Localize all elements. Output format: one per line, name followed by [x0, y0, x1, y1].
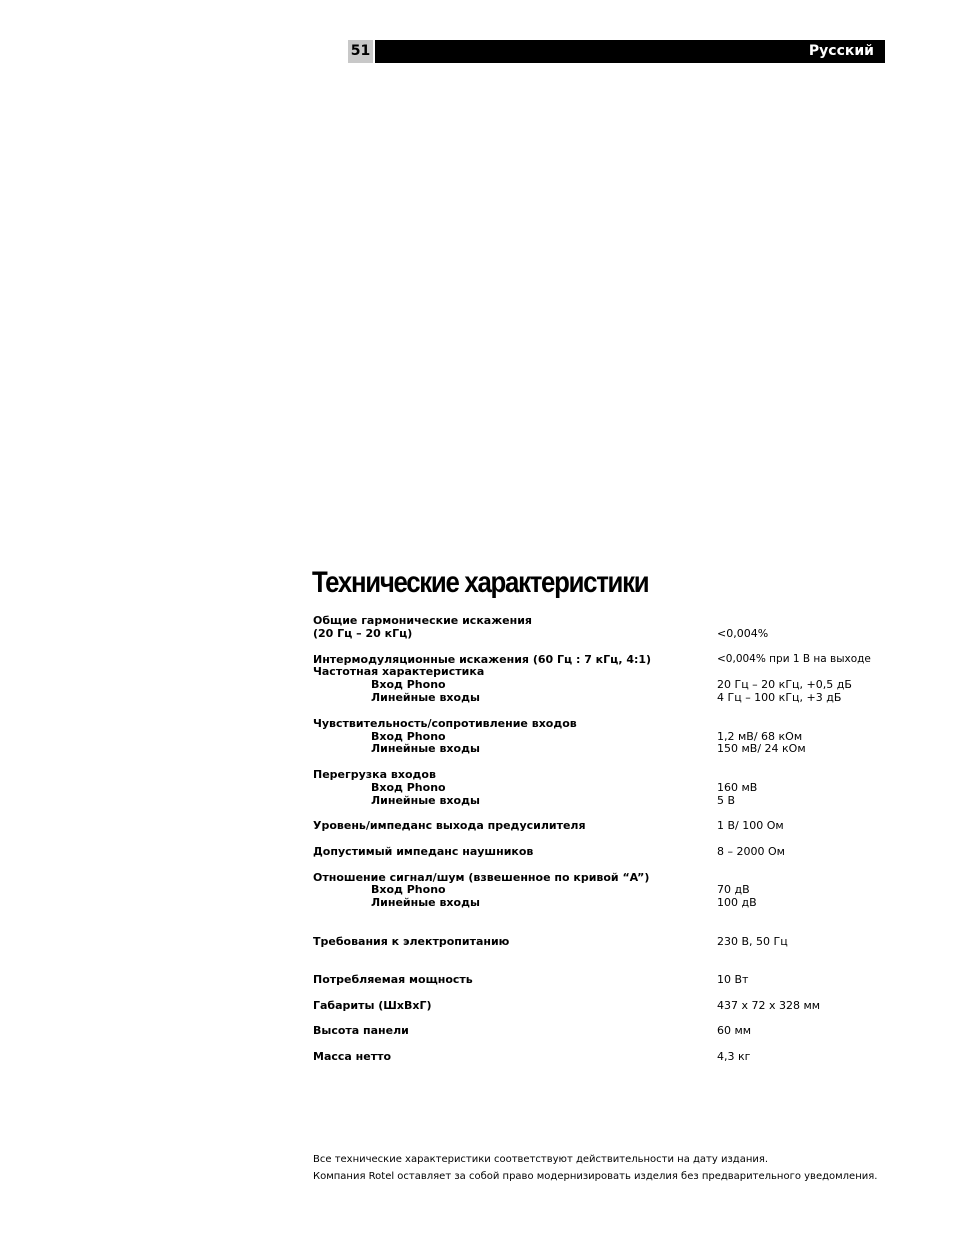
spec-freq-phono-value: 20 Гц – 20 кГц, +0,5 дБ — [717, 678, 852, 691]
spec-sens-line-value: 150 мВ/ 24 кОм — [717, 742, 806, 755]
spec-overload-label: Перегрузка входов — [313, 768, 436, 781]
spec-headphone-label: Допустимый импеданс наушников — [313, 845, 534, 858]
spec-sens-phono-label: Вход Phono — [371, 730, 446, 743]
spec-overload-line-value: 5 В — [717, 794, 736, 807]
spec-dimensions-label: Габариты (ШхВхГ) — [313, 999, 432, 1012]
spec-freq-phono-label: Вход Phono — [371, 678, 446, 691]
spec-overload-phono-label: Вход Phono — [371, 781, 446, 794]
spec-panel-height-label: Высота панели — [313, 1024, 409, 1037]
spec-sens-line-label: Линейные входы — [371, 742, 480, 755]
spec-snr-phono-label: Вход Phono — [371, 883, 446, 896]
spec-thd-range-label: (20 Гц – 20 кГц) — [313, 627, 413, 640]
spec-overload-line-label: Линейные входы — [371, 794, 480, 807]
spec-sens-phono-value: 1,2 мВ/ 68 кОм — [717, 730, 803, 743]
page-number: 51 — [348, 40, 373, 63]
spec-freq-line-label: Линейные входы — [371, 691, 480, 704]
spec-snr-label: Отношение сигнал/шум (взвешенное по кривой “A”) — [313, 871, 650, 884]
spec-consumption-label: Потребляемая мощность — [313, 973, 473, 986]
spec-snr-phono-value: 70 дВ — [717, 883, 750, 896]
spec-snr-line-value: 100 дВ — [717, 896, 757, 909]
spec-snr-line-label: Линейные входы — [371, 896, 480, 909]
spec-sens-label: Чувствительность/сопротивление входов — [313, 717, 577, 730]
page-header — [348, 40, 885, 63]
spec-imd-value: <0,004% при 1 В на выходе — [717, 653, 871, 665]
page-title: Технические характеристики — [312, 566, 649, 599]
footer-note-2: Компания Rotel оставляет за собой право модернизировать изделия без предварительного уведомления. — [313, 1171, 878, 1182]
spec-weight-value: 4,3 кг — [717, 1050, 751, 1063]
spec-power-req-value: 230 В, 50 Гц — [717, 935, 788, 948]
spec-overload-phono-value: 160 мВ — [717, 781, 758, 794]
spec-panel-height-value: 60 мм — [717, 1024, 752, 1037]
spec-thd-label: Общие гармонические искажения — [313, 614, 532, 627]
spec-freq-label: Частотная характеристика — [313, 665, 485, 678]
footer-note-1: Все технические характеристики соответствуют действительности на дату издания. — [313, 1154, 769, 1165]
spec-preout-label: Уровень/импеданс выхода предусилителя — [313, 819, 586, 832]
spec-dimensions-value: 437 х 72 х 328 мм — [717, 999, 821, 1012]
spec-power-req-label: Требования к электропитанию — [313, 935, 510, 948]
spec-headphone-value: 8 – 2000 Ом — [717, 845, 785, 858]
spec-preout-value: 1 В/ 100 Ом — [717, 819, 784, 832]
language-label: Русский — [375, 40, 885, 63]
spec-imd-label: Интермодуляционные искажения (60 Гц : 7 кГц, 4:1) — [313, 653, 652, 666]
spec-thd-value: <0,004% — [717, 627, 769, 640]
spec-weight-label: Масса нетто — [313, 1050, 392, 1063]
spec-consumption-value: 10 Вт — [717, 973, 749, 986]
spec-freq-line-value: 4 Гц – 100 кГц, +3 дБ — [717, 691, 842, 704]
